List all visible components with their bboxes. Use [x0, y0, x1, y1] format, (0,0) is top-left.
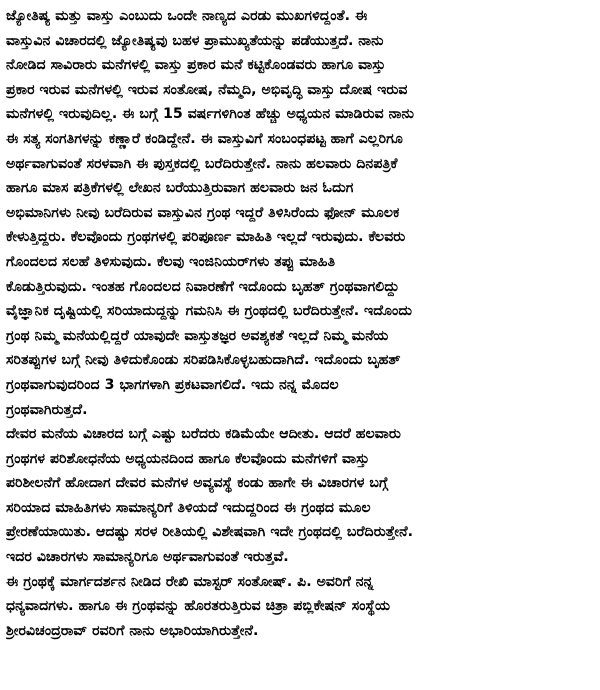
text-line: ಶ್ರೀರವಿಚಂದ್ರರಾವ್ ರವರಿಗೆ ನಾನು ಅಭಾರಿಯಾಗಿರುತ್ತೇನೆ. — [6, 622, 259, 639]
text-line: ಗ್ರಂಥವಾಗುವುದರಿಂದ 3 ಭಾಗಗಳಾಗಿ ಪ್ರಕಟವಾಗಲಿದೆ. ಇದು ನನ್ನ ಮೊದಲ — [6, 376, 339, 393]
text-line: ಗ್ರಂಥವಾಗಿರುತ್ತದೆ. — [6, 401, 88, 418]
paragraph-1 — [6, 4, 592, 422]
text-line: ಕೇಳುತ್ತಿದ್ದರು. ಕೆಲವೊಂದು ಗ್ರಂಥಗಳಲ್ಲಿ ಪರಿಪೂರ್ಣ ಮಾಹಿತಿ ಇಲ್ಲದೆ ಇರುವುದು. ಕೆಲವರು — [6, 229, 406, 246]
text-line: ಗ್ರಂಥ ನಿಮ್ಮ ಮನೆಯಲ್ಲಿದ್ದರೆ ಯಾವುದೇ ವಾಸ್ತುತಜ್ಞರ ಅವಶ್ಯಕತೆ ಇಲ್ಲದೆ ನಿಮ್ಮ ಮನೆಯ — [6, 327, 389, 344]
text-line: ನೋಡಿದ ಸಾವಿರಾರು ಮನೆಗಳಲ್ಲಿ ವಾಸ್ತು ಪ್ರಕಾರ ಮನೆ ಕಟ್ಟಿಕೊಂಡವರು ಹಾಗೂ ವಾಸ್ತು — [6, 57, 386, 74]
text-line: ಗೊಂದಲದ ಸಲಹೆ ತಿಳಿಸುವುದು. ಕೆಲವು ಇಂಜಿನಿಯರ್‌ಗಳು ತಪ್ಪು ಮಾಹಿತಿ — [6, 253, 336, 270]
text-line: ಸರಿಯಾದ ಮಾಹಿತಿಗಳು ಸಾಮಾನ್ಯರಿಗೆ ತಿಳಿಯದೆ ಇದುದ್ದರಿಂದ ಈ ಗ್ರಂಥದ ಮೂಲ — [6, 499, 371, 516]
text-line: ಇದರ ವಿಚಾರಗಳು ಸಾಮಾನ್ಯರಿಗೂ ಅರ್ಥವಾಗುವಂತೆ ಇರುತ್ತವೆ. — [6, 549, 289, 566]
text-line: ವೈಜ್ಞಾನಿಕ ದೃಷ್ಟಿಯಲ್ಲಿ ಸರಿಯಾದುದ್ದನ್ನು ಗಮನಿಸಿ ಈ ಗ್ರಂಥದಲ್ಲಿ ಬರೆದಿರುತ್ತೇನೆ. ಇದೊಂದು — [6, 303, 412, 320]
text-line: ಈ ಗ್ರಂಥಕ್ಕೆ ಮಾರ್ಗದರ್ಶನ ನೀಡಿದ ರೇಖಿ ಮಾಸ್ಟರ್ ಸಂತೋಷ್. ಪಿ. ಅವರಿಗೆ ನನ್ನ — [6, 573, 374, 590]
text-line: ಧನ್ಯವಾದಗಳು. ಹಾಗೂ ಈ ಗ್ರಂಥವನ್ನು ಹೊರತರುತ್ತಿರುವ ಚಿತ್ರಾ ಪಬ್ಲಿಕೇಷನ್ ಸಂಸ್ಥೆಯ — [6, 598, 391, 615]
paragraph-3 — [6, 570, 592, 644]
text-line: ಸರಿತಪ್ಪುಗಳ ಬಗ್ಗೆ ನೀವು ತಿಳಿದುಕೊಂಡು ಸರಿಪಡಿಸಿಕೊಳ್ಳಬಹುದಾಗಿದೆ. ಇದೊಂದು ಬೃಹತ್ — [6, 352, 401, 369]
text-line: ಜ್ಯೋತಿಷ್ಯ ಮತ್ತು ವಾಸ್ತು ಎಂಬುದು ಒಂದೇ ನಾಣ್ಯದ ಎರಡು ಮುಖಗಳಿದ್ದಂತೆ. ಈ — [6, 8, 368, 24]
text-line: ಹಾಗೂ ಮಾಸ ಪತ್ರಿಕೆಗಳಲ್ಲಿ ಲೇಖನ ಬರೆಯುತ್ತಿರುವಾಗ ಹಲವಾರು ಜನ ಓದುಗ — [6, 180, 354, 197]
text-line: ದೇವರ ಮನೆಯ ವಿಚಾರದ ಬಗ್ಗೆ ಎಷ್ಟು ಬರೆದರು ಕಡಿಮೆಯೇ ಆದೀತು. ಆದರೆ ಹಲವಾರು — [6, 426, 401, 443]
text-line: ಅರ್ಥವಾಗುವಂತೆ ಸರಳವಾಗಿ ಈ ಪುಸ್ತಕದಲ್ಲಿ ಬರೆದಿರುತ್ತೇನೆ. ನಾನು ಹಲವಾರು ದಿನಪತ್ರಿಕೆ — [6, 155, 398, 172]
text-line: ಗ್ರಂಥಗಳ ಪರಿಶೋಧನೆಯ ಅಧ್ಯಯನದಿಂದ ಹಾಗೂ ಕೆಲವೊಂದು ಮನೆಗಳಿಗೆ ವಾಸ್ತು — [6, 450, 370, 467]
text-line: ಕೊಡುತ್ತಿರುವುದು. ಇಂತಹ ಗೊಂದಲದ ನಿವಾರಣೆಗೆ ಇದೊಂದು ಬೃಹತ್ ಗ್ರಂಥವಾಗಲಿದ್ದು — [6, 278, 400, 295]
text-line: ಮನೆಗಳಲ್ಲಿ ಇರುವುದಿಲ್ಲ. ಈ ಬಗ್ಗೆ 15 ವರ್ಷಗಳಿಗಿಂತ ಹೆಚ್ಚು ಅಧ್ಯಯನ ಮಾಡಿರುವ ನಾನು — [6, 106, 414, 123]
paragraph-2 — [6, 422, 592, 570]
text-line: ಅಭಿಮಾನಿಗಳು ನೀವು ಬರೆದಿರುವ ವಾಸ್ತುವಿನ ಗ್ರಂಥ ಇದ್ದರೆ ತಿಳಿಸಿರೆಂದು ಫೋನ್ ಮೂಲಕ — [6, 204, 400, 221]
text-line: ಪರಿಶೀಲನೆಗೆ ಹೋದಾಗ ದೇವರ ಮನೆಗಳ ಅವ್ಯವಸ್ಥೆ ಕಂಡು ಹಾಗೇ ಈ ವಿಚಾರಗಳ ಬಗ್ಗೆ — [6, 475, 389, 492]
text-line: ಪ್ರೇರಣೆಯಾಯಿತು. ಆದಷ್ಟು ಸರಳ ರೀತಿಯಲ್ಲಿ ವಿಶೇಷವಾಗಿ ಇದೇ ಗ್ರಂಥದಲ್ಲಿ ಬರೆದಿರುತ್ತೇನೆ. — [6, 524, 413, 541]
text-line: ಈ ಸತ್ಯ ಸಂಗತಿಗಳನ್ನು ಕಣ್ಣಾರೆ ಕಂಡಿದ್ದೇನೆ. ಈ ವಾಸ್ತುವಿಗೆ ಸಂಬಂಧಪಟ್ಟ ಹಾಗೆ ಎಲ್ಲರಿಗೂ — [6, 130, 403, 147]
text-line: ಪ್ರಕಾರ ಇರುವ ಮನೆಗಳಲ್ಲಿ ಇರುವ ಸಂತೋಷ, ನೆಮ್ಮದಿ, ಅಭಿವೃದ್ಧಿ ವಾಸ್ತು ದೋಷ ಇರುವ — [6, 81, 408, 98]
text-line: ವಾಸ್ತುವಿನ ವಿಚಾರದಲ್ಲಿ ಜ್ಯೋತಿಷ್ಯವು ಬಹಳ ಪ್ರಾಮುಖ್ಯತೆಯನ್ನು ಪಡೆಯುತ್ತದೆ. ನಾನು — [6, 32, 384, 49]
